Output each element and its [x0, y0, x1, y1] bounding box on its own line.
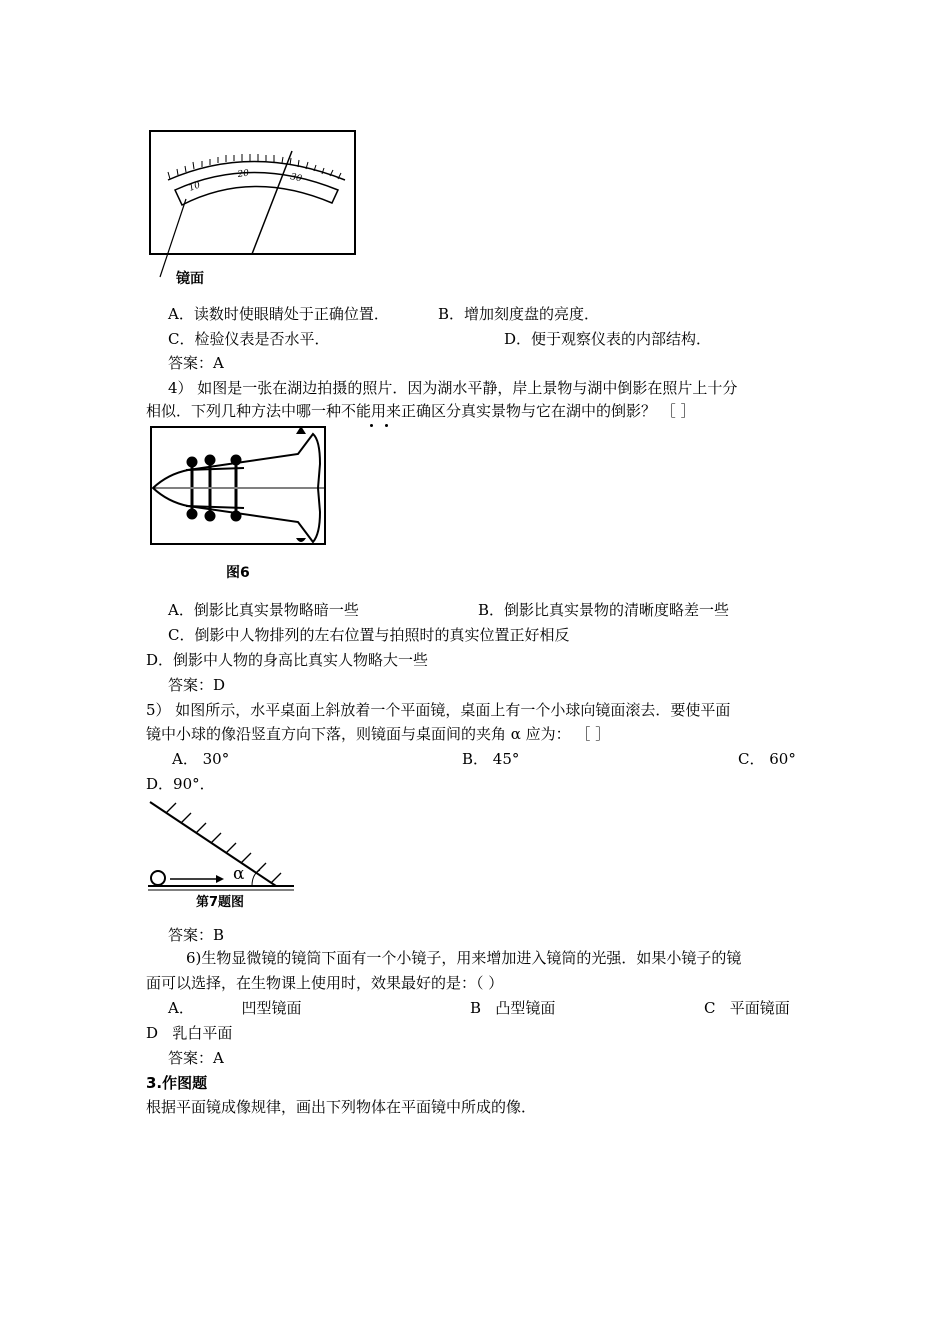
- lake-figure-caption: 图6: [226, 565, 250, 581]
- section-heading: 3.作图题: [146, 1074, 208, 1092]
- angle-label: α: [233, 864, 245, 884]
- q3-option-d: D．便于观察仪表的内部结构．: [504, 330, 712, 348]
- inclined-mirror-figure: [144, 796, 300, 896]
- q4-stem-text: 用来正确区分真实景物与它在湖中的倒影？ ［ ］: [371, 402, 696, 420]
- q5-stem-line2: 镜中小球的像沿竖直方向下落，则镜面与桌面间的夹角 α 应为： ［ ］: [146, 725, 611, 743]
- q3-option-a: A．读数时使眼睛处于正确位置．: [168, 305, 389, 323]
- q5-option-b: B． 45°: [462, 750, 520, 768]
- q4-stem-line1: 4） 如图是一张在湖边拍摄的照片．因为湖水平静，岸上景物与湖中倒影在照片上十分: [168, 379, 738, 397]
- q6-stem-line2: 面可以选择，在生物课上使用时，效果最好的是：（ ）: [146, 974, 504, 992]
- q3-option-b: B．增加刻度盘的亮度．: [438, 305, 600, 323]
- q5-option-c: C． 60°: [738, 750, 796, 768]
- q4-option-c: C．倒影中人物排列的左右位置与拍照时的真实位置正好相反: [168, 626, 570, 644]
- q5-stem-line1: 5） 如图所示，水平桌面上斜放着一个平面镜，桌面上有一个小球向镜面滚去．要使平面: [146, 701, 731, 719]
- q6-option-d: D 乳白平面: [146, 1024, 233, 1042]
- section-instruction: 根据平面镜成像规律，画出下列物体在平面镜中所成的像．: [146, 1098, 537, 1116]
- q6-answer: 答案：A: [168, 1049, 224, 1067]
- q6-option-b: B 凸型镜面: [470, 999, 556, 1017]
- q4-answer: 答案：D: [168, 676, 226, 694]
- q6-option-c: C 平面镜面: [704, 999, 790, 1017]
- mirror-figure-caption: 第7题图: [196, 895, 245, 910]
- q3-option-c: C．检验仪表是否水平．: [168, 330, 330, 348]
- meter-pointer: [252, 151, 292, 254]
- q6-stem-line1: 6)生物显微镜的镜筒下面有一个小镜子，用来增加进入镜筒的光强．如果小镜子的镜: [186, 949, 742, 967]
- emphasis-dot: [370, 424, 373, 427]
- emphasis-dot: [385, 424, 388, 427]
- q4-option-b: B．倒影比真实景物的清晰度略差一些: [478, 601, 730, 619]
- q4-stem-line2: [146, 401, 696, 421]
- ball: [151, 871, 165, 885]
- mirror-surface: [150, 802, 276, 886]
- meter-scale-label: 20: [237, 168, 250, 180]
- angle-arc: [252, 870, 260, 886]
- meter-scale-label: 10: [187, 180, 202, 194]
- q4-option-a: A．倒影比真实景物略暗一些: [168, 601, 359, 619]
- lake-photo-figure: [148, 424, 328, 549]
- q3-answer: 答案：A: [168, 354, 224, 372]
- q6-option-a: A． 凹型镜面: [168, 999, 302, 1017]
- meter-scale-label: 30: [289, 172, 303, 185]
- q5-option-d: D．90°．: [146, 775, 215, 793]
- meter-caption: 镜面: [176, 271, 204, 287]
- q5-answer: 答案：B: [168, 926, 225, 944]
- meter-figure: [140, 125, 370, 290]
- q4-option-d: D．倒影中人物的身高比真实人物略大一些: [146, 651, 429, 669]
- mirror-leader-line: [160, 199, 186, 277]
- q5-option-a: A． 30°: [172, 750, 230, 768]
- q4-stem-text: 相似．下列几种方法中哪一种: [146, 402, 342, 420]
- q4-stem-emphasis: 不能: [341, 402, 372, 420]
